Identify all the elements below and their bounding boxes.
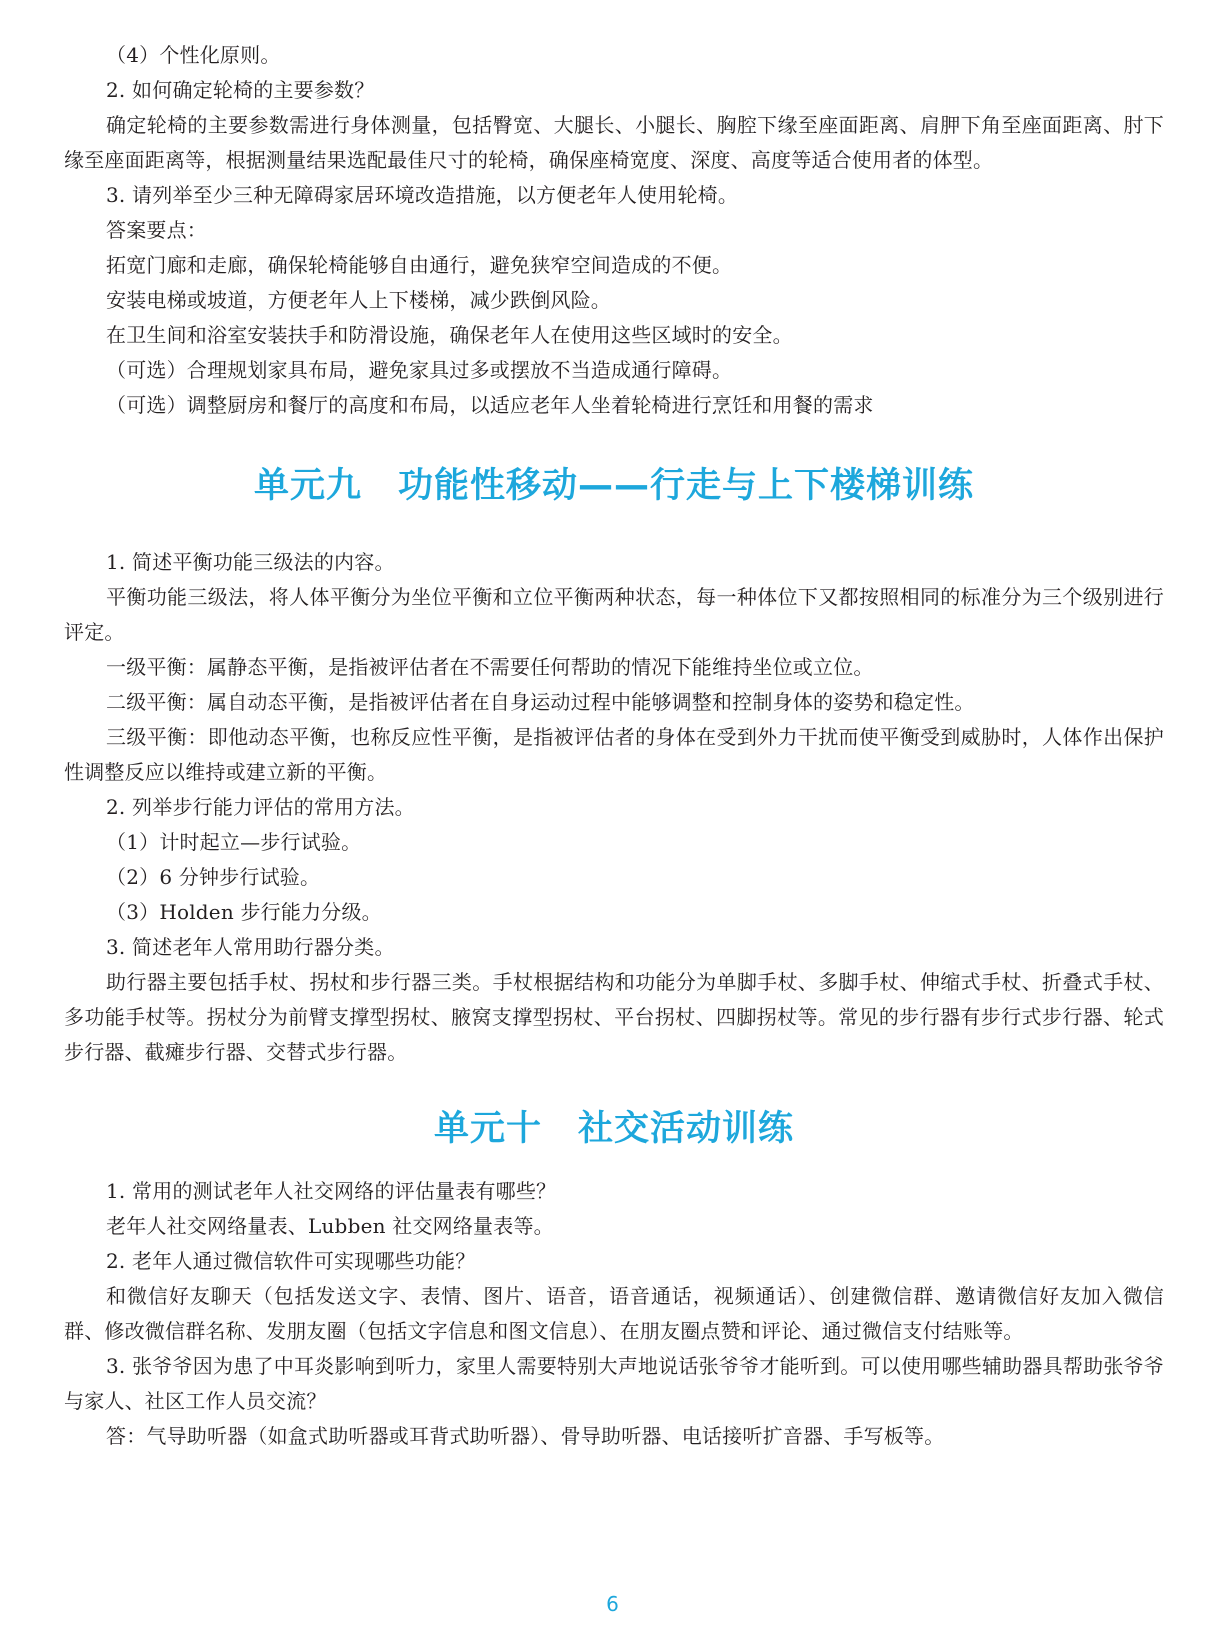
question: 1. 常用的测试老年人社交网络的评估量表有哪些？ — [106, 1179, 557, 1203]
paragraph: （可选）调整厨房和餐厅的高度和布局，以适应老年人坐着轮椅进行烹饪和用餐的需求 — [106, 393, 874, 417]
section-wheelchair-answers — [64, 38, 1164, 423]
paragraph: 在卫生间和浴室安装扶手和防滑设施，确保老年人在使用这些区域时的安全。 — [106, 323, 793, 347]
question: 2. 老年人通过微信软件可实现哪些功能？ — [106, 1249, 476, 1273]
paragraph: 答案要点： — [106, 218, 207, 242]
unit-9-title: 单元九 功能性移动——行走与上下楼梯训练 — [253, 466, 974, 506]
paragraph: 三级平衡：即他动态平衡，也称反应性平衡，是指被评估者的身体在受到外力干扰而使平衡受到威胁时，人体作出保护性调整反应以维持或建立新的平衡。 — [64, 725, 1164, 784]
page-content — [64, 38, 1164, 1454]
paragraph: 一级平衡：属静态平衡，是指被评估者在不需要任何帮助的情况下能维持坐位或立位。 — [106, 655, 874, 679]
question: 3. 请列举至少三种无障碍家居环境改造措施，以方便老年人使用轮椅。 — [106, 183, 739, 207]
paragraph: （3）Holden 步行能力分级。 — [106, 900, 382, 924]
paragraph: 和微信好友聊天（包括发送文字、表情、图片、语音，语音通话，视频通话）、创建微信群、邀请微信好友加入微信群、修改微信群名称、发朋友圈（包括文字信息和图文信息）、在朋友圈点赞和评论、通过微信支付结账等。 — [64, 1284, 1164, 1343]
question: 3. 张爷爷因为患了中耳炎影响到听力，家里人需要特别大声地说话张爷爷才能听到。可以使用哪些辅助器具帮助张爷爷与家人、社区工作人员交流？ — [64, 1354, 1164, 1413]
paragraph: 拓宽门廊和走廊，确保轮椅能够自由通行，避免狭窄空间造成的不便。 — [106, 253, 733, 277]
paragraph: （1）计时起立—步行试验。 — [106, 830, 362, 854]
paragraph: （可选）合理规划家具布局，避免家具过多或摆放不当造成通行障碍。 — [106, 358, 733, 382]
paragraph: 安装电梯或坡道，方便老年人上下楼梯，减少跌倒风险。 — [106, 288, 611, 312]
unit-10-title: 单元十 社交活动训练 — [433, 1109, 794, 1149]
section-unit-9 — [64, 545, 1164, 1070]
paragraph: 确定轮椅的主要参数需进行身体测量，包括臀宽、大腿长、小腿长、胸腔下缘至座面距离、肩胛下角至座面距离、肘下缘至座面距离等，根据测量结果选配最佳尺寸的轮椅，确保座椅宽度、深度、高度等适合使用者的体型。 — [64, 113, 1164, 172]
question: 2. 列举步行能力评估的常用方法。 — [106, 795, 415, 819]
paragraph: 助行器主要包括手杖、拐杖和步行器三类。手杖根据结构和功能分为单脚手杖、多脚手杖、伸缩式手杖、折叠式手杖、多功能手杖等。拐杖分为前臂支撑型拐杖、腋窝支撑型拐杖、平台拐杖、四脚拐杖等。常见的步行器有步行式步行器、轮式步行器、截瘫步行器、交替式步行器。 — [64, 970, 1164, 1064]
question: 1. 简述平衡功能三级法的内容。 — [106, 550, 395, 574]
section-unit-10 — [64, 1174, 1164, 1454]
paragraph: 答：气导助听器（如盒式助听器或耳背式助听器）、骨导助听器、电话接听扩音器、手写板等。 — [106, 1424, 945, 1448]
paragraph: （2）6 分钟步行试验。 — [106, 865, 321, 889]
paragraph: 老年人社交网络量表、Lubben 社交网络量表等。 — [106, 1214, 554, 1238]
paragraph: 平衡功能三级法，将人体平衡分为坐位平衡和立位平衡两种状态，每一种体位下又都按照相同的标准分为三个级别进行评定。 — [64, 585, 1164, 644]
page-number: 6 — [606, 1592, 619, 1616]
paragraph: （4）个性化原则。 — [106, 43, 281, 67]
question: 3. 简述老年人常用助行器分类。 — [106, 935, 395, 959]
question: 2. 如何确定轮椅的主要参数？ — [106, 78, 375, 102]
paragraph: 二级平衡：属自动态平衡，是指被评估者在自身运动过程中能够调整和控制身体的姿势和稳定性。 — [106, 690, 975, 714]
